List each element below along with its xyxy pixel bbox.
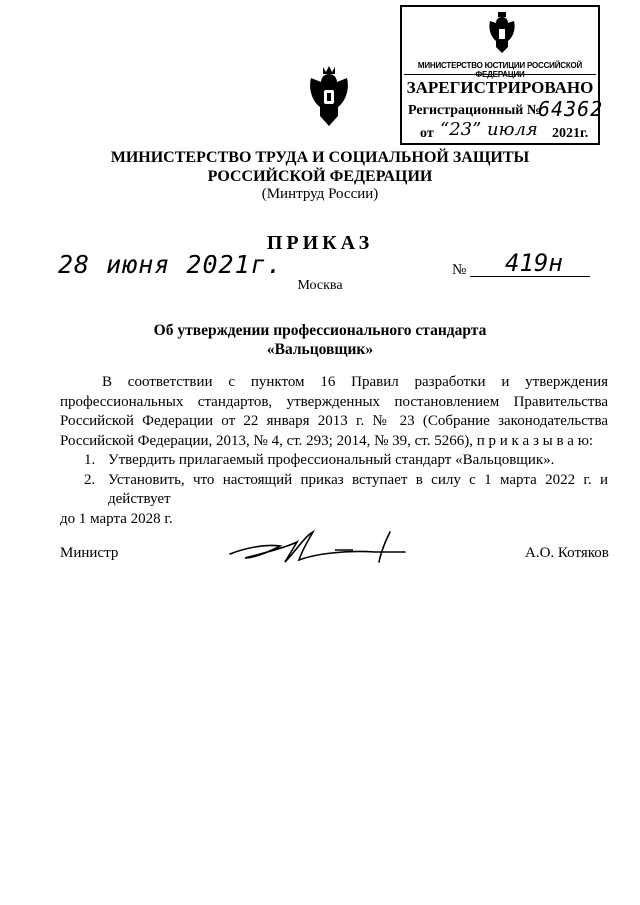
title-line-1: Об утверждении профессионального стандарта [153, 322, 487, 339]
ministry-short-name: (Минтруд России) [261, 186, 379, 202]
stamp-status: ЗАРЕГИСТРИРОВАНО [406, 78, 594, 97]
list-item-text: Установить, что настоящий приказ вступает в силу с 1 марта 2022 г. и действует [108, 471, 608, 507]
list-item [60, 451, 608, 471]
stamp-divider [404, 74, 596, 75]
coat-of-arms-icon [303, 64, 355, 130]
list-item-number: 1. [84, 452, 96, 468]
ministry-name [0, 148, 640, 186]
stamp-ministry: МИНИСТЕРСТВО ЮСТИЦИИ РОССИЙСКОЙ ФЕДЕРАЦИИ [417, 61, 583, 79]
order-body [60, 373, 608, 529]
order-number-handwritten: 419н [505, 249, 563, 277]
list-item-number: 2. [84, 471, 96, 488]
stamp-date-prefix: от [420, 126, 434, 141]
stamp-date-handwritten: “23” июля [440, 119, 538, 140]
order-title [0, 321, 640, 359]
signer-position: Министр [60, 545, 119, 561]
document-type: ПРИКАЗ [266, 232, 374, 254]
list-item-text: Утвердить прилагаемый профессиональный стандарт «Вальцовщик». [108, 452, 555, 468]
stamp-date-year: 2021г. [552, 126, 589, 141]
stamp-number-label: Регистрационный № [408, 103, 541, 118]
signer-name: А.О. Котяков [525, 545, 609, 561]
stamp-number-value: 64362 [538, 97, 604, 121]
handwritten-signature [225, 528, 410, 568]
preamble-paragraph: В соответствии с пунктом 16 Правил разработки и утверждения профессиональных стандартов, утвержденных постановлением Правительства Российской Федерации от 22 января 2013 г. № 23 (Собрание законодательства Российской Федерации, 2013, № 4, ст. 293; 2014, № 39, ст. 5266), п р и к а з ы в а ю: [60, 374, 608, 449]
ministry-line-1: МИНИСТЕРСТВО ТРУДА И СОЦИАЛЬНОЙ ЗАЩИТЫ [110, 149, 530, 166]
coat-of-arms-icon [484, 11, 520, 57]
list-item [60, 471, 608, 510]
ministry-line-2: РОССИЙСКОЙ ФЕДЕРАЦИИ [207, 168, 433, 185]
order-number-label: № [452, 262, 467, 278]
title-line-2: «Вальцовщик» [266, 341, 374, 358]
registration-stamp [400, 5, 604, 145]
list-item-continuation: до 1 марта 2028 г. [60, 510, 173, 527]
order-city: Москва [297, 278, 343, 293]
order-date-handwritten: 28 июня 2021г. [58, 250, 283, 279]
